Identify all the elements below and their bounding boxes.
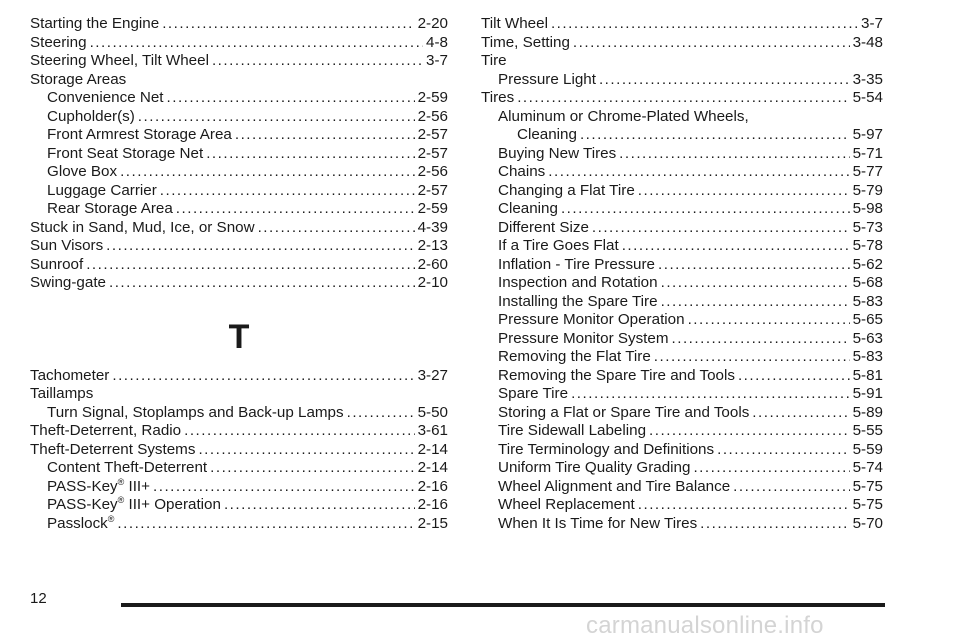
index-entry-page: 4-39: [417, 218, 448, 236]
index-entry-page: 3-27: [417, 366, 448, 384]
dot-leader: [112, 367, 414, 386]
dot-leader: [206, 145, 414, 164]
dot-leader: [184, 422, 414, 441]
dot-leader: [153, 478, 415, 497]
index-entry: [481, 163, 883, 182]
page-number: 12: [30, 590, 47, 607]
dot-leader: [738, 367, 850, 386]
index-entry-page: 2-14: [417, 459, 448, 476]
dot-leader: [580, 126, 850, 145]
index-entry-page: 5-59: [852, 440, 883, 458]
index-entry: [481, 422, 883, 441]
index-entry-page: 2-57: [417, 144, 448, 162]
index-entry-label-suffix: III+ Operation: [124, 496, 221, 513]
index-entry-page: 5-83: [852, 348, 883, 365]
dot-leader: [551, 15, 858, 34]
dot-leader: [658, 256, 850, 275]
dot-leader: [210, 459, 414, 478]
index-entry-page: 5-55: [852, 422, 883, 439]
index-entry-label-text: Passlock: [47, 514, 108, 532]
index-entry-label: Installing the Spare Tire: [498, 292, 658, 310]
index-entry-page: 3-7: [861, 15, 883, 32]
index-entry-label: Cleaning: [498, 200, 558, 217]
index-entry: [30, 182, 448, 201]
index-entry: [30, 256, 448, 275]
dot-leader: [688, 311, 850, 330]
index-entry-label: Content Theft-Deterrent: [47, 459, 208, 476]
index-entry: [30, 367, 448, 386]
index-entry-page: 5-97: [852, 126, 883, 143]
index-entry: [30, 496, 448, 515]
index-entry-page: 2-16: [417, 477, 448, 495]
index-entry: [30, 274, 448, 293]
dot-leader: [224, 496, 415, 515]
index-entry-page: 2-20: [417, 15, 448, 32]
index-entry: [30, 108, 448, 127]
index-entry-label: Pressure Monitor Operation: [498, 311, 685, 328]
index-entry-label: Removing the Flat Tire: [498, 348, 651, 365]
index-entry-label: Turn Signal, Stoplamps and Back-up Lamps: [47, 403, 344, 421]
index-entry-page: 5-77: [852, 163, 883, 180]
dot-leader: [117, 515, 414, 534]
index-section-s: [30, 15, 448, 293]
index-entry-label: Tire Terminology and Definitions: [498, 440, 715, 458]
index-entry: [481, 515, 883, 534]
index-entry-page: 3-61: [417, 422, 448, 439]
index-entry-label: Theft-Deterrent Systems: [30, 440, 196, 458]
index-entry-page: 3-7: [426, 52, 448, 69]
index-entry-page: 2-57: [417, 126, 448, 143]
watermark: carmanualsonline.info: [586, 612, 824, 639]
index-entry-label: Rear Storage Area: [47, 200, 173, 217]
index-entry-label: Different Size: [498, 218, 589, 236]
index-entry-label-text: PASS-Key: [47, 496, 118, 513]
index-entry: [30, 15, 448, 34]
index-entry-label: When It Is Time for New Tires: [498, 514, 698, 532]
index-entry: [30, 89, 448, 108]
dot-leader: [654, 348, 850, 367]
index-entry: [481, 311, 883, 330]
index-entry: [481, 459, 883, 478]
dot-leader: [106, 237, 414, 256]
index-entry: [481, 385, 883, 404]
index-entry: [481, 348, 883, 367]
dot-leader: [212, 52, 423, 71]
index-entry-label: Tachometer: [30, 366, 110, 384]
index-entry-label: Inflation - Tire Pressure: [498, 255, 655, 273]
index-entry: [481, 71, 883, 90]
index-entry: [30, 441, 448, 460]
dot-leader: [619, 145, 849, 164]
dot-leader: [167, 89, 415, 108]
index-entry: [30, 52, 448, 71]
index-entry-label: [47, 478, 150, 497]
index-section-t: [30, 367, 448, 534]
index-entry-label: Wheel Alignment and Tire Balance: [498, 477, 731, 495]
dot-leader: [661, 274, 850, 293]
index-entry: [481, 404, 883, 423]
index-entry-page: 2-16: [417, 496, 448, 513]
index-entry-label: Front Seat Storage Net: [47, 144, 204, 162]
index-entry-label: Sun Visors: [30, 237, 104, 254]
dot-leader: [160, 182, 415, 201]
index-entry-label: Steering Wheel, Tilt Wheel: [30, 52, 209, 69]
index-entry-page: 5-73: [852, 218, 883, 236]
index-entry-label: Theft-Deterrent, Radio: [30, 422, 182, 439]
index-entry: [30, 163, 448, 182]
index-entry: [481, 219, 883, 238]
index-entry: [481, 182, 883, 201]
index-entry: [30, 422, 448, 441]
index-entry-label: Tilt Wheel: [481, 15, 548, 32]
dot-leader: [347, 404, 415, 423]
footer-rule: [121, 603, 885, 607]
index-entry: [30, 404, 448, 423]
index-entry-label: Inspection and Rotation: [498, 274, 658, 291]
index-entry-page: 2-56: [417, 163, 448, 180]
dot-leader: [752, 404, 849, 423]
index-entry-label-suffix: III+: [124, 477, 151, 495]
dot-leader: [638, 182, 850, 201]
dot-leader: [86, 256, 414, 275]
index-subheading: Storage Areas: [30, 70, 127, 88]
index-entry: [481, 126, 883, 145]
dot-leader: [599, 71, 850, 90]
index-column-left: [30, 15, 448, 533]
index-entry-label: Uniform Tire Quality Grading: [498, 459, 691, 476]
dot-leader: [638, 496, 850, 515]
index-entry-page: 2-15: [417, 514, 448, 532]
index-entry: [30, 145, 448, 164]
index-entry: [30, 515, 448, 534]
index-entry: [30, 34, 448, 53]
index-entry-label: Storing a Flat or Spare Tire and Tools: [498, 403, 750, 421]
registered-mark: ®: [117, 495, 125, 505]
index-entry-page: 5-62: [852, 255, 883, 273]
dot-leader: [649, 422, 850, 441]
index-entry: [481, 330, 883, 349]
index-entry-page: 5-98: [852, 200, 883, 217]
index-entry: [481, 15, 883, 34]
index-entry: [481, 89, 883, 108]
index-entry-page: 5-83: [852, 292, 883, 310]
index-entry: [481, 145, 883, 164]
index-entry-label: Spare Tire: [498, 385, 569, 402]
dot-leader: [235, 126, 415, 145]
dot-leader: [693, 459, 849, 478]
index-entry-label: Removing the Spare Tire and Tools: [498, 366, 735, 384]
index-entry-label: Cleaning: [517, 126, 577, 143]
index-entry-label: Chains: [498, 163, 546, 180]
dot-leader: [258, 219, 415, 238]
dot-leader: [672, 330, 850, 349]
index-entry-page: 5-68: [852, 274, 883, 291]
index-entry: [30, 126, 448, 145]
index-entry: [30, 237, 448, 256]
index-entry: [481, 293, 883, 312]
index-entry: [481, 237, 883, 256]
index-entry-page: 5-70: [852, 514, 883, 532]
index-entry-page: 5-74: [852, 459, 883, 476]
index-entry: [481, 367, 883, 386]
index-entry-page: 4-8: [426, 33, 448, 51]
index-entry-page: 5-78: [852, 237, 883, 254]
dot-leader: [733, 478, 849, 497]
index-entry-page: 5-91: [852, 385, 883, 402]
index-entry: [30, 200, 448, 219]
index-entry-page: 2-14: [417, 440, 448, 458]
index-entry-page: 5-79: [852, 181, 883, 199]
section-letter-heading: T: [228, 317, 250, 356]
index-entry-label: Buying New Tires: [498, 144, 617, 162]
index-entry-label: Front Armrest Storage Area: [47, 126, 232, 143]
index-entry: [30, 219, 448, 238]
index-entry: [30, 478, 448, 497]
index-entry-label: Starting the Engine: [30, 15, 160, 32]
dot-leader: [517, 89, 849, 108]
index-entry-label: Changing a Flat Tire: [498, 181, 635, 199]
dot-leader: [109, 274, 415, 293]
index-entry-label: [47, 496, 221, 515]
dot-leader: [622, 237, 850, 256]
index-entry-label: Tires: [481, 89, 515, 106]
dot-leader: [198, 441, 414, 460]
index-entry-page: 5-63: [852, 329, 883, 347]
index-entry-page: 3-35: [852, 70, 883, 88]
index-entry-label: Steering: [30, 33, 87, 51]
index-entry-page: 5-81: [852, 366, 883, 384]
index-entry-page: 5-54: [852, 89, 883, 106]
index-entry-label: Stuck in Sand, Mud, Ice, or Snow: [30, 218, 255, 236]
index-entry-page: 2-57: [417, 181, 448, 199]
dot-leader: [90, 34, 423, 53]
index-entry-label: Glove Box: [47, 163, 118, 180]
index-entry-page: 2-56: [417, 107, 448, 125]
dot-leader: [700, 515, 849, 534]
index-entry-page: 5-75: [852, 496, 883, 513]
index-entry-page: 5-50: [417, 403, 448, 421]
index-entry-page: 2-59: [417, 89, 448, 106]
index-subheading: Aluminum or Chrome-Plated Wheels,: [498, 107, 749, 125]
dot-leader: [661, 293, 850, 312]
index-entry-label: Convenience Net: [47, 89, 164, 106]
index-entry-label: Swing-gate: [30, 274, 106, 291]
index-entry-page: 2-13: [417, 237, 448, 254]
index-entry-label: Luggage Carrier: [47, 181, 157, 199]
dot-leader: [717, 441, 849, 460]
index-subheading: Tire: [481, 52, 507, 69]
dot-leader: [571, 385, 850, 404]
index-entry: [481, 496, 883, 515]
index-entry: [481, 34, 883, 53]
index-entry-page: 5-89: [852, 403, 883, 421]
dot-leader: [138, 108, 415, 127]
index-entry-label: Sunroof: [30, 255, 84, 273]
index-entry-page: 5-65: [852, 311, 883, 328]
dot-leader: [120, 163, 415, 182]
dot-leader: [162, 15, 414, 34]
index-entry-label-text: PASS-Key: [47, 477, 118, 495]
index-subheading: Taillamps: [30, 385, 94, 402]
index-entry-label: [47, 515, 114, 534]
index-entry-page: 2-59: [417, 200, 448, 217]
dot-leader: [561, 200, 850, 219]
index-entry: [481, 441, 883, 460]
index-entry-label: If a Tire Goes Flat: [498, 237, 619, 254]
index-entry: [481, 478, 883, 497]
dot-leader: [176, 200, 415, 219]
index-entry-page: 5-71: [852, 144, 883, 162]
dot-leader: [573, 34, 850, 53]
index-entry-page: 5-75: [852, 477, 883, 495]
index-entry-label: Tire Sidewall Labeling: [498, 422, 647, 439]
index-entry-page: 2-60: [417, 255, 448, 273]
index-entry-label: Pressure Light: [498, 70, 596, 88]
index-entry: [481, 274, 883, 293]
index-entry: [481, 200, 883, 219]
index-section-t-continued: [481, 15, 883, 533]
registered-mark: ®: [107, 513, 115, 524]
index-entry-label: Wheel Replacement: [498, 496, 635, 513]
registered-mark: ®: [117, 476, 125, 487]
index-entry-page: 2-10: [417, 274, 448, 291]
index-entry: [481, 256, 883, 275]
index-entry-label: Time, Setting: [481, 33, 570, 51]
dot-leader: [592, 219, 850, 238]
dot-leader: [548, 163, 849, 182]
index-column-right: [481, 15, 883, 533]
index-entry: [30, 459, 448, 478]
index-entry-label: Pressure Monitor System: [498, 329, 669, 347]
index-entry-label: Cupholder(s): [47, 107, 135, 125]
index-entry-page: 3-48: [852, 33, 883, 51]
